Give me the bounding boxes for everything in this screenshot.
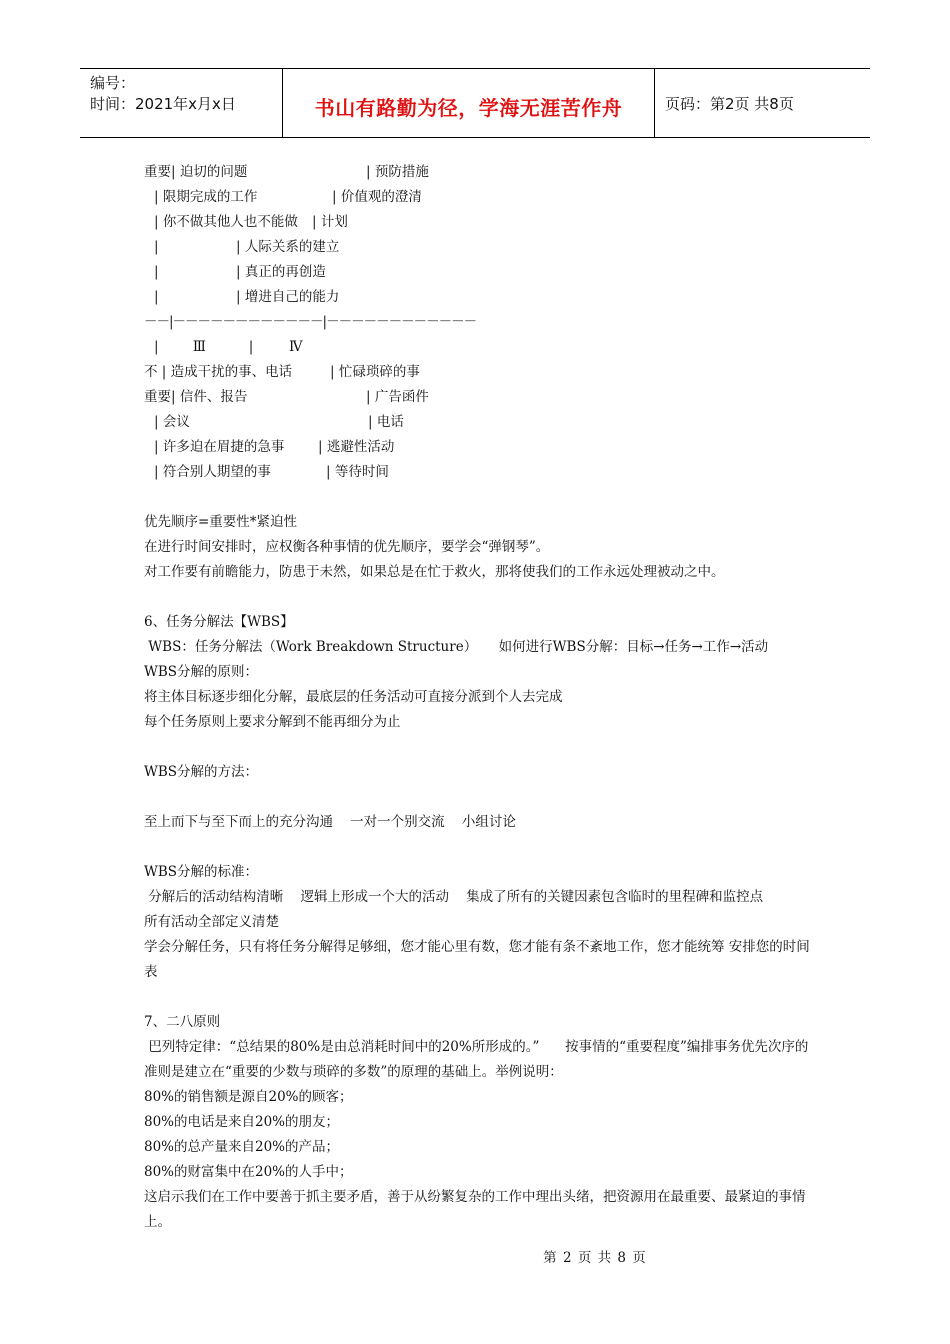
- paragraph: 所有活动全部定义清楚: [144, 914, 279, 930]
- list-item: 80%的财富集中在20%的人手中；: [144, 1164, 353, 1180]
- header-motto-cell: [282, 69, 655, 137]
- document-date: 时间：2021年x月x日: [90, 95, 236, 113]
- section-heading-pareto: 7、二八原则: [144, 1014, 221, 1030]
- matrix-row: | 符合别人期望的事 | 等待时间: [154, 464, 389, 480]
- header-page-number: 页码：第2页 共8页: [665, 94, 794, 113]
- paragraph: WBS分解的原则：: [144, 664, 259, 680]
- priority-formula: 优先顺序=重要性*紧迫性: [144, 514, 298, 530]
- matrix-row: | 许多迫在眉捷的急事 | 逃避性活动: [154, 439, 395, 455]
- paragraph: 这启示我们在工作中要善于抓主要矛盾，善于从纷繁复杂的工作中理出头绪，把资源用在最重要、最紧迫的事情上。: [144, 1189, 806, 1230]
- paragraph: 对工作要有前瞻能力，防患于未然，如果总是在忙于救火，那将使我们的工作永远处理被动之中。: [144, 564, 725, 580]
- paragraph: 将主体目标逐步细化分解，最底层的任务活动可直接分派到个人去完成: [144, 689, 563, 705]
- matrix-row: | 限期完成的工作 | 价值观的澄清: [154, 189, 422, 205]
- matrix-divider: －－|－－－－－－－－－－－－|－－－－－－－－－－－－: [144, 314, 477, 330]
- paragraph: 至上而下与至下而上的充分沟通 一对一个别交流 小组讨论: [144, 814, 516, 830]
- paragraph: WBS分解的标准：: [144, 864, 259, 880]
- page-footer: 第 2 页 共 8 页: [543, 1250, 647, 1266]
- priority-matrix: [144, 160, 814, 485]
- document-number: 编号：: [90, 74, 136, 92]
- paragraph: WBS分解的方法：: [144, 764, 259, 780]
- matrix-row: | | 增进自己的能力: [154, 289, 340, 305]
- paragraph: 在进行时间安排时，应权衡各种事情的优先顺序，要学会“弹钢琴”。: [144, 539, 550, 555]
- paragraph: 分解后的活动结构清晰 逻辑上形成一个大的活动 集成了所有的关键因素包含临时的里程碑和监控点: [144, 889, 764, 905]
- matrix-row: | | 人际关系的建立: [154, 239, 340, 255]
- list-item: 80%的销售额是源自20%的顾客；: [144, 1089, 353, 1105]
- page-header: [80, 68, 870, 138]
- matrix-row: | 会议 | 电话: [154, 414, 404, 430]
- matrix-row: 重要| 信件、报告 | 广告函件: [144, 389, 429, 405]
- matrix-row: 重要| 迫切的问题 | 预防措施: [144, 164, 429, 180]
- paragraph: 学会分解任务，只有将任务分解得足够细，您才能心里有数，您才能有条不紊地工作，您才能统筹 安排您的时间表: [144, 939, 810, 980]
- section-heading-wbs: 6、任务分解法【WBS】: [144, 614, 294, 630]
- paragraph: WBS：任务分解法（Work Breakdown Structure） 如何进行WBS分解：目标→任务→工作→活动: [144, 639, 769, 655]
- matrix-row: 不 | 造成干扰的事、电话 | 忙碌琐碎的事: [144, 364, 420, 380]
- list-item: 80%的电话是来自20%的朋友；: [144, 1114, 340, 1130]
- matrix-quadrant-labels: | Ⅲ | Ⅳ: [154, 339, 303, 355]
- motto: 书山有路勤为径，学海无涯苦作舟: [314, 95, 623, 120]
- header-meta: [80, 69, 282, 137]
- matrix-row: | | 真正的再创造: [154, 264, 326, 280]
- paragraph: 巴列特定律：“总结果的80%是由总消耗时间中的20%所形成的。” 按事情的“重要程度”编排事务优先次序的准则是建立在“重要的少数与琐碎的多数”的原理的基础上。举例说明：: [144, 1039, 809, 1080]
- list-item: 80%的总产量来自20%的产品；: [144, 1139, 340, 1155]
- matrix-row: | 你不做其他人也不能做 | 计划: [154, 214, 348, 230]
- document-body: [144, 160, 814, 1235]
- paragraph: 每个任务原则上要求分解到不能再细分为止: [144, 714, 401, 730]
